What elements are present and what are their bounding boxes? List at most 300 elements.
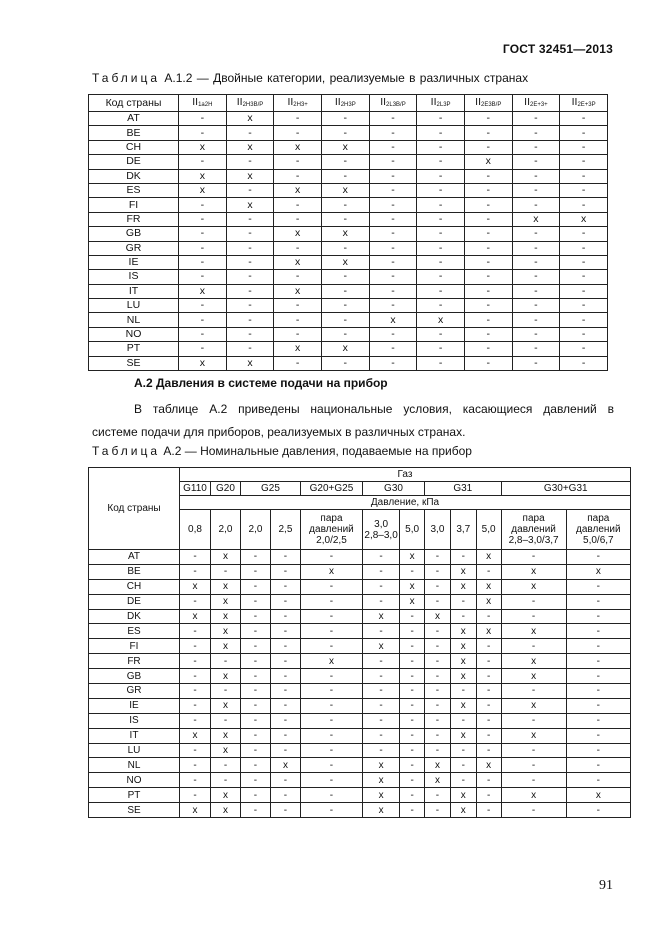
pressure-mark-cell: - [400, 788, 425, 803]
category-mark-cell: x [179, 183, 227, 197]
country-code-cell: BE [89, 126, 179, 140]
country-code-cell: SE [89, 803, 180, 818]
pressure-mark-cell: - [300, 713, 362, 728]
country-code-cell: FI [89, 639, 180, 654]
pressure-mark-cell: - [476, 803, 501, 818]
pressure-mark-cell: x [450, 654, 476, 669]
category-mark-cell: - [179, 227, 227, 241]
table2-gas-row [89, 468, 631, 482]
pressure-mark-cell: x [476, 758, 501, 773]
pressure-value-header [566, 510, 630, 550]
pressure-mark-cell: - [240, 684, 270, 699]
pressure-mark-cell: - [179, 550, 210, 565]
category-mark-cell: - [417, 198, 465, 212]
pressure-mark-cell: - [400, 698, 425, 713]
pressure-mark-cell: - [270, 564, 300, 579]
table2-body [89, 550, 631, 818]
table-nominal-pressures [88, 467, 631, 818]
pressure-value-header [400, 510, 425, 550]
category-mark-cell: - [512, 112, 560, 126]
pressure-value-line: 3,0 [374, 518, 389, 530]
pressure-mark-cell: - [501, 803, 566, 818]
pressure-mark-cell: - [270, 654, 300, 669]
pressure-mark-cell: - [566, 773, 630, 788]
category-mark-cell: - [512, 183, 560, 197]
pressure-mark-cell: - [400, 624, 425, 639]
pressure-mark-cell: - [400, 654, 425, 669]
pressure-mark-cell: - [476, 773, 501, 788]
category-mark-cell: - [179, 112, 227, 126]
pressure-mark-cell: - [240, 654, 270, 669]
pressure-value-header [300, 510, 362, 550]
pressure-mark-cell: - [425, 654, 451, 669]
category-mark-cell: - [274, 313, 322, 327]
pressure-mark-cell: - [566, 609, 630, 624]
category-mark-cell: - [512, 227, 560, 241]
pressure-mark-cell: - [566, 624, 630, 639]
pressure-mark-cell: - [450, 743, 476, 758]
pressure-mark-cell: x [425, 758, 451, 773]
category-mark-cell: - [369, 284, 417, 298]
pressure-mark-cell: - [179, 698, 210, 713]
country-code-cell: NO [89, 327, 179, 341]
pressure-value-header [270, 510, 300, 550]
category-mark-cell: - [512, 241, 560, 255]
pressure-mark-cell: x [211, 743, 241, 758]
table-row [89, 342, 608, 356]
category-mark-cell: x [321, 227, 369, 241]
pressure-mark-cell: - [240, 609, 270, 624]
pressure-value-header [179, 510, 210, 550]
pressure-mark-cell: x [362, 609, 399, 624]
pressure-mark-cell: - [240, 803, 270, 818]
pressure-mark-cell: - [240, 564, 270, 579]
category-mark-cell: - [464, 284, 512, 298]
pressure-mark-cell: - [300, 788, 362, 803]
pressure-mark-cell: - [566, 803, 630, 818]
category-mark-cell: - [560, 356, 608, 370]
category-mark-cell: - [560, 327, 608, 341]
category-mark-cell: - [464, 241, 512, 255]
column-header-pressure: Давление, кПа [179, 496, 630, 510]
table-row [89, 550, 631, 565]
category-mark-cell: x [321, 342, 369, 356]
table-row [89, 183, 608, 197]
pressure-mark-cell: - [300, 579, 362, 594]
category-mark-cell: - [417, 126, 465, 140]
pressure-mark-cell: x [501, 654, 566, 669]
category-mark-cell: - [464, 183, 512, 197]
category-mark-cell: - [464, 169, 512, 183]
pressure-mark-cell: - [362, 654, 399, 669]
pressure-mark-cell: - [450, 550, 476, 565]
category-mark-cell: - [274, 198, 322, 212]
category-mark-cell: x [226, 112, 274, 126]
pressure-mark-cell: x [362, 803, 399, 818]
pressure-mark-cell: - [400, 743, 425, 758]
pressure-mark-cell: - [240, 728, 270, 743]
pressure-value-line: 5,0/6,7 [583, 535, 614, 546]
country-code-cell: ES [89, 183, 179, 197]
category-mark-cell: x [274, 284, 322, 298]
category-mark-cell: - [226, 299, 274, 313]
pressure-mark-cell: - [425, 803, 451, 818]
pressure-mark-cell: x [450, 624, 476, 639]
category-mark-cell: - [512, 140, 560, 154]
pressure-mark-cell: x [300, 564, 362, 579]
category-subscript: 2H3+ [293, 101, 308, 108]
table-row [89, 788, 631, 803]
pressure-value-line: 3,0 [430, 524, 445, 535]
pressure-mark-cell: - [240, 788, 270, 803]
category-mark-cell: - [321, 313, 369, 327]
category-mark-cell: x [321, 255, 369, 269]
column-header-category [179, 95, 227, 112]
country-code-cell: IS [89, 270, 179, 284]
category-mark-cell: - [417, 140, 465, 154]
pressure-mark-cell: - [425, 698, 451, 713]
category-mark-cell: - [560, 284, 608, 298]
pressure-mark-cell: - [425, 594, 451, 609]
category-mark-cell: - [512, 198, 560, 212]
category-mark-cell: - [560, 140, 608, 154]
pressure-mark-cell: - [300, 639, 362, 654]
table-row [89, 728, 631, 743]
column-header-category [321, 95, 369, 112]
category-mark-cell: - [321, 327, 369, 341]
table-row [89, 299, 608, 313]
table1-caption [92, 71, 528, 85]
pressure-mark-cell: - [425, 713, 451, 728]
pressure-mark-cell: - [211, 684, 241, 699]
pressure-value-line: пара [522, 513, 545, 524]
category-mark-cell: - [464, 227, 512, 241]
category-main: II [236, 95, 243, 108]
pressure-mark-cell: - [300, 594, 362, 609]
pressure-mark-cell: - [566, 669, 630, 684]
pressure-value-line: 0,8 [188, 524, 202, 535]
category-mark-cell: - [321, 112, 369, 126]
document-header: ГОСТ 32451—2013 [502, 42, 613, 56]
category-main: II [192, 95, 199, 108]
pressure-mark-cell: - [566, 713, 630, 728]
pressure-mark-cell: x [450, 639, 476, 654]
pressure-mark-cell: - [501, 684, 566, 699]
category-mark-cell: - [464, 356, 512, 370]
category-mark-cell: - [179, 313, 227, 327]
pressure-mark-cell: - [566, 579, 630, 594]
pressure-mark-cell: - [476, 728, 501, 743]
pressure-mark-cell: - [270, 579, 300, 594]
country-code-cell: CH [89, 579, 180, 594]
category-mark-cell: - [512, 255, 560, 269]
category-mark-cell: - [274, 270, 322, 284]
category-mark-cell: - [179, 155, 227, 169]
category-mark-cell: - [274, 299, 322, 313]
pressure-mark-cell: x [300, 654, 362, 669]
category-main: II [287, 95, 294, 108]
table2-caption-label: Таблица [92, 444, 161, 458]
pressure-mark-cell: - [425, 579, 451, 594]
category-mark-cell: - [512, 155, 560, 169]
table1-caption-label: Таблица [92, 71, 161, 85]
pressure-mark-cell: - [400, 684, 425, 699]
section-title: А.2 Давления в системе подачи на прибор [134, 376, 388, 390]
pressure-mark-cell: - [240, 713, 270, 728]
pressure-mark-cell: x [501, 728, 566, 743]
category-mark-cell: - [274, 169, 322, 183]
pressure-mark-cell: - [179, 713, 210, 728]
category-mark-cell: - [321, 270, 369, 284]
country-code-cell: BE [89, 564, 180, 579]
category-mark-cell: x [512, 212, 560, 226]
pressure-mark-cell: - [362, 713, 399, 728]
category-mark-cell: x [417, 313, 465, 327]
category-mark-cell: - [560, 155, 608, 169]
category-mark-cell: - [464, 342, 512, 356]
pressure-mark-cell: - [425, 639, 451, 654]
pressure-mark-cell: - [240, 639, 270, 654]
pressure-mark-cell: - [566, 550, 630, 565]
pressure-mark-cell: - [300, 624, 362, 639]
category-mark-cell: - [321, 198, 369, 212]
country-code-cell: DE [89, 594, 180, 609]
country-code-cell: LU [89, 743, 180, 758]
pressure-mark-cell: - [211, 758, 241, 773]
category-mark-cell: - [417, 155, 465, 169]
pressure-mark-cell: - [300, 684, 362, 699]
pressure-mark-cell: x [179, 803, 210, 818]
category-mark-cell: - [226, 313, 274, 327]
table1-body [89, 112, 608, 371]
table-row [89, 773, 631, 788]
pressure-mark-cell: - [270, 773, 300, 788]
category-mark-cell: x [560, 212, 608, 226]
category-subscript: 1a2H [198, 101, 213, 108]
pressure-mark-cell: - [240, 594, 270, 609]
table-row [89, 713, 631, 728]
pressure-mark-cell: - [211, 713, 241, 728]
gas-group-header: G20 [211, 482, 241, 496]
pressure-mark-cell: - [362, 594, 399, 609]
pressure-mark-cell: x [179, 579, 210, 594]
pressure-mark-cell: - [362, 743, 399, 758]
pressure-mark-cell: - [476, 669, 501, 684]
category-mark-cell: x [179, 356, 227, 370]
category-mark-cell: - [321, 126, 369, 140]
pressure-mark-cell: x [501, 669, 566, 684]
pressure-mark-cell: - [270, 803, 300, 818]
pressure-mark-cell: - [501, 594, 566, 609]
category-mark-cell: - [560, 342, 608, 356]
category-mark-cell: x [274, 140, 322, 154]
category-main: II [475, 95, 481, 108]
category-mark-cell: - [464, 270, 512, 284]
pressure-mark-cell: - [300, 698, 362, 713]
category-mark-cell: - [512, 270, 560, 284]
pressure-mark-cell: x [270, 758, 300, 773]
category-mark-cell: - [512, 284, 560, 298]
pressure-mark-cell: x [425, 609, 451, 624]
category-mark-cell: - [464, 212, 512, 226]
category-mark-cell: - [226, 212, 274, 226]
category-mark-cell: - [274, 327, 322, 341]
pressure-mark-cell: x [476, 550, 501, 565]
table2-caption [92, 444, 472, 458]
pressure-value-line: 2,8–3,0 [364, 529, 398, 541]
pressure-mark-cell: x [450, 788, 476, 803]
category-mark-cell: - [560, 183, 608, 197]
country-code-cell: ES [89, 624, 180, 639]
category-mark-cell: - [274, 155, 322, 169]
table-row [89, 126, 608, 140]
country-code-cell: IT [89, 728, 180, 743]
country-code-cell: DE [89, 155, 179, 169]
pressure-mark-cell: x [211, 639, 241, 654]
pressure-mark-cell: - [425, 550, 451, 565]
pressure-mark-cell: - [501, 639, 566, 654]
table-row [89, 284, 608, 298]
pressure-value-line: 2,0 [248, 524, 263, 535]
gas-group-header: G20+G25 [300, 482, 362, 496]
category-mark-cell: - [226, 327, 274, 341]
category-mark-cell: - [512, 126, 560, 140]
category-mark-cell: - [179, 270, 227, 284]
table-row [89, 579, 631, 594]
category-mark-cell: - [226, 342, 274, 356]
country-code-cell: GB [89, 669, 180, 684]
category-mark-cell: - [179, 255, 227, 269]
category-mark-cell: - [369, 155, 417, 169]
category-mark-cell: - [179, 126, 227, 140]
pressure-mark-cell: - [179, 594, 210, 609]
category-mark-cell: - [417, 327, 465, 341]
category-mark-cell: x [179, 140, 227, 154]
pressure-mark-cell: - [450, 609, 476, 624]
country-code-cell: AT [89, 112, 179, 126]
pressure-mark-cell: - [425, 788, 451, 803]
category-mark-cell: - [369, 299, 417, 313]
pressure-mark-cell: x [400, 594, 425, 609]
page-number: 91 [599, 878, 613, 893]
country-code-cell: FR [89, 212, 179, 226]
pressure-mark-cell: x [501, 579, 566, 594]
column-header-category [560, 95, 608, 112]
table1-caption-text: А.1.2 — Двойные категории, реализуемые в различных странах [160, 71, 529, 85]
pressure-mark-cell: - [179, 624, 210, 639]
category-mark-cell: - [417, 227, 465, 241]
column-header-gas: Газ [179, 468, 630, 482]
table-row [89, 609, 631, 624]
category-mark-cell: - [417, 255, 465, 269]
category-mark-cell: x [274, 255, 322, 269]
category-mark-cell: - [321, 155, 369, 169]
country-code-cell: FR [89, 654, 180, 669]
pressure-mark-cell: x [211, 669, 241, 684]
pressure-value-line: 2,0 [218, 524, 233, 535]
pressure-mark-cell: - [362, 698, 399, 713]
category-mark-cell: - [560, 112, 608, 126]
category-mark-cell: - [560, 255, 608, 269]
column-header-category [464, 95, 512, 112]
pressure-mark-cell: - [270, 609, 300, 624]
country-code-cell: AT [89, 550, 180, 565]
table-row [89, 356, 608, 370]
pressure-mark-cell: x [400, 579, 425, 594]
table-dual-categories [88, 94, 608, 371]
category-mark-cell: - [369, 241, 417, 255]
pressure-mark-cell: - [179, 654, 210, 669]
pressure-mark-cell: - [400, 639, 425, 654]
pressure-mark-cell: - [211, 654, 241, 669]
category-mark-cell: - [226, 284, 274, 298]
category-mark-cell: - [464, 327, 512, 341]
pressure-mark-cell: - [566, 654, 630, 669]
pressure-mark-cell: x [362, 758, 399, 773]
table-row [89, 743, 631, 758]
pressure-mark-cell: - [270, 624, 300, 639]
pressure-mark-cell: - [501, 713, 566, 728]
category-mark-cell: - [369, 112, 417, 126]
country-code-cell: IT [89, 284, 179, 298]
category-mark-cell: x [226, 140, 274, 154]
category-mark-cell: - [274, 112, 322, 126]
category-main: II [571, 95, 578, 108]
category-main: II [380, 95, 387, 108]
column-header-category [417, 95, 465, 112]
country-code-cell: FI [89, 198, 179, 212]
pressure-mark-cell: - [450, 684, 476, 699]
category-subscript: 2H3B/P [242, 101, 264, 108]
table-row [89, 212, 608, 226]
table-row [89, 313, 608, 327]
category-mark-cell: - [369, 126, 417, 140]
pressure-mark-cell: - [270, 713, 300, 728]
category-mark-cell: - [369, 255, 417, 269]
category-mark-cell: - [417, 356, 465, 370]
category-mark-cell: - [417, 299, 465, 313]
pressure-mark-cell: - [566, 743, 630, 758]
pressure-mark-cell: - [400, 773, 425, 788]
pressure-mark-cell: x [450, 669, 476, 684]
pressure-mark-cell: x [400, 550, 425, 565]
category-mark-cell: - [369, 342, 417, 356]
pressure-mark-cell: - [240, 624, 270, 639]
category-mark-cell: - [226, 183, 274, 197]
category-subscript: 2E3B/P [481, 101, 502, 108]
table1-header-row [89, 95, 608, 112]
pressure-mark-cell: - [566, 639, 630, 654]
pressure-mark-cell: - [425, 684, 451, 699]
category-subscript: 2L3B/P [386, 101, 406, 108]
pressure-mark-cell: - [501, 773, 566, 788]
category-mark-cell: - [464, 255, 512, 269]
pressure-mark-cell: - [400, 609, 425, 624]
country-code-cell: LU [89, 299, 179, 313]
pressure-mark-cell: - [501, 758, 566, 773]
column-header-category [226, 95, 274, 112]
category-mark-cell: x [321, 140, 369, 154]
pressure-mark-cell: - [400, 728, 425, 743]
pressure-mark-cell: - [211, 773, 241, 788]
table2-caption-text: А.2 — Номинальные давления, подаваемые на прибор [160, 444, 472, 458]
pressure-mark-cell: - [240, 579, 270, 594]
table-row [89, 169, 608, 183]
category-mark-cell: - [512, 313, 560, 327]
category-mark-cell: - [179, 198, 227, 212]
pressure-mark-cell: - [566, 684, 630, 699]
column-header-category [512, 95, 560, 112]
